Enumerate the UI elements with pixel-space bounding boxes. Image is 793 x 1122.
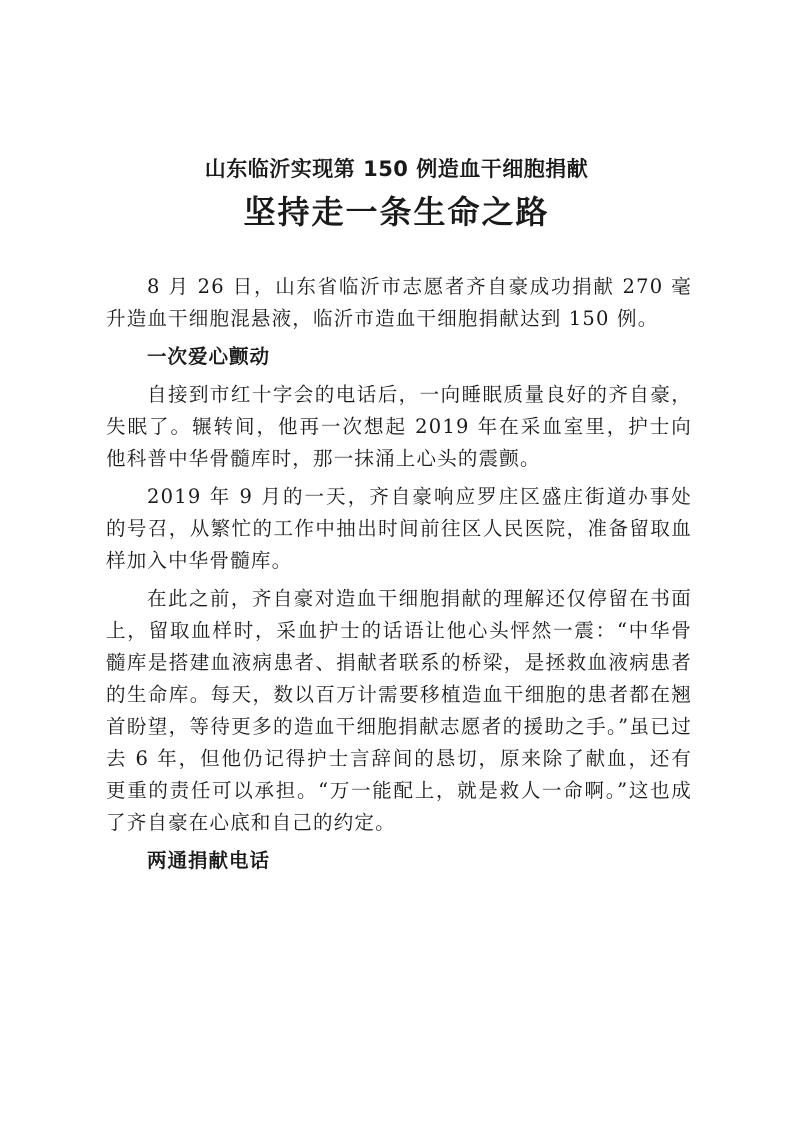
body-paragraph: 2019 年 9 月的一天，齐自豪响应罗庄区盛庄街道办事处的号召，从繁忙的工作中抽出时间前往区人民医院，准备留取血样加入中华骨髓库。 (106, 485, 692, 572)
section-heading-2: 两通捐献电话 (147, 849, 271, 872)
body-paragraph: 自接到市红十字会的电话后，一向睡眠质量良好的齐自豪，失眠了。辗转间，他再一次想起 2019 年在采血室里，护士向他科普中华骨髓库时，那一抹涌上心头的震颤。 (106, 383, 692, 470)
article-title: 坚持走一条生命之路 (243, 193, 550, 231)
article-body (106, 271, 692, 883)
intro-paragraph: 8 月 26 日，山东省临沂市志愿者齐自豪成功捐献 270 毫升造血干细胞混悬液，临沂市造血干细胞捐献达到 150 例。 (106, 275, 692, 330)
section-heading-1: 一次爱心颤动 (147, 345, 271, 368)
article-subtitle: 山东临沂实现第 150 例造血干细胞捐献 (204, 157, 589, 181)
body-paragraph: 在此之前，齐自豪对造血干细胞捐献的理解还仅停留在书面上，留取血样时，采血护士的话语让他心头怦然一震：“中华骨髓库是搭建血液病患者、捐献者联系的桥梁，是拯救血液病患者的生命库。每天，数以百万计需要移植造血干细胞的患者都在翘首盼望，等待更多的造血干细胞捐献志愿者的援助之手。”虽已过去 6 年，但他仍记得护士言辞间的恳切，原来除了献血，还有更重的责任可以承担。“万一能配上，就是救人一命啊。”这也成了齐自豪在心底和自己的约定。 (106, 587, 692, 834)
